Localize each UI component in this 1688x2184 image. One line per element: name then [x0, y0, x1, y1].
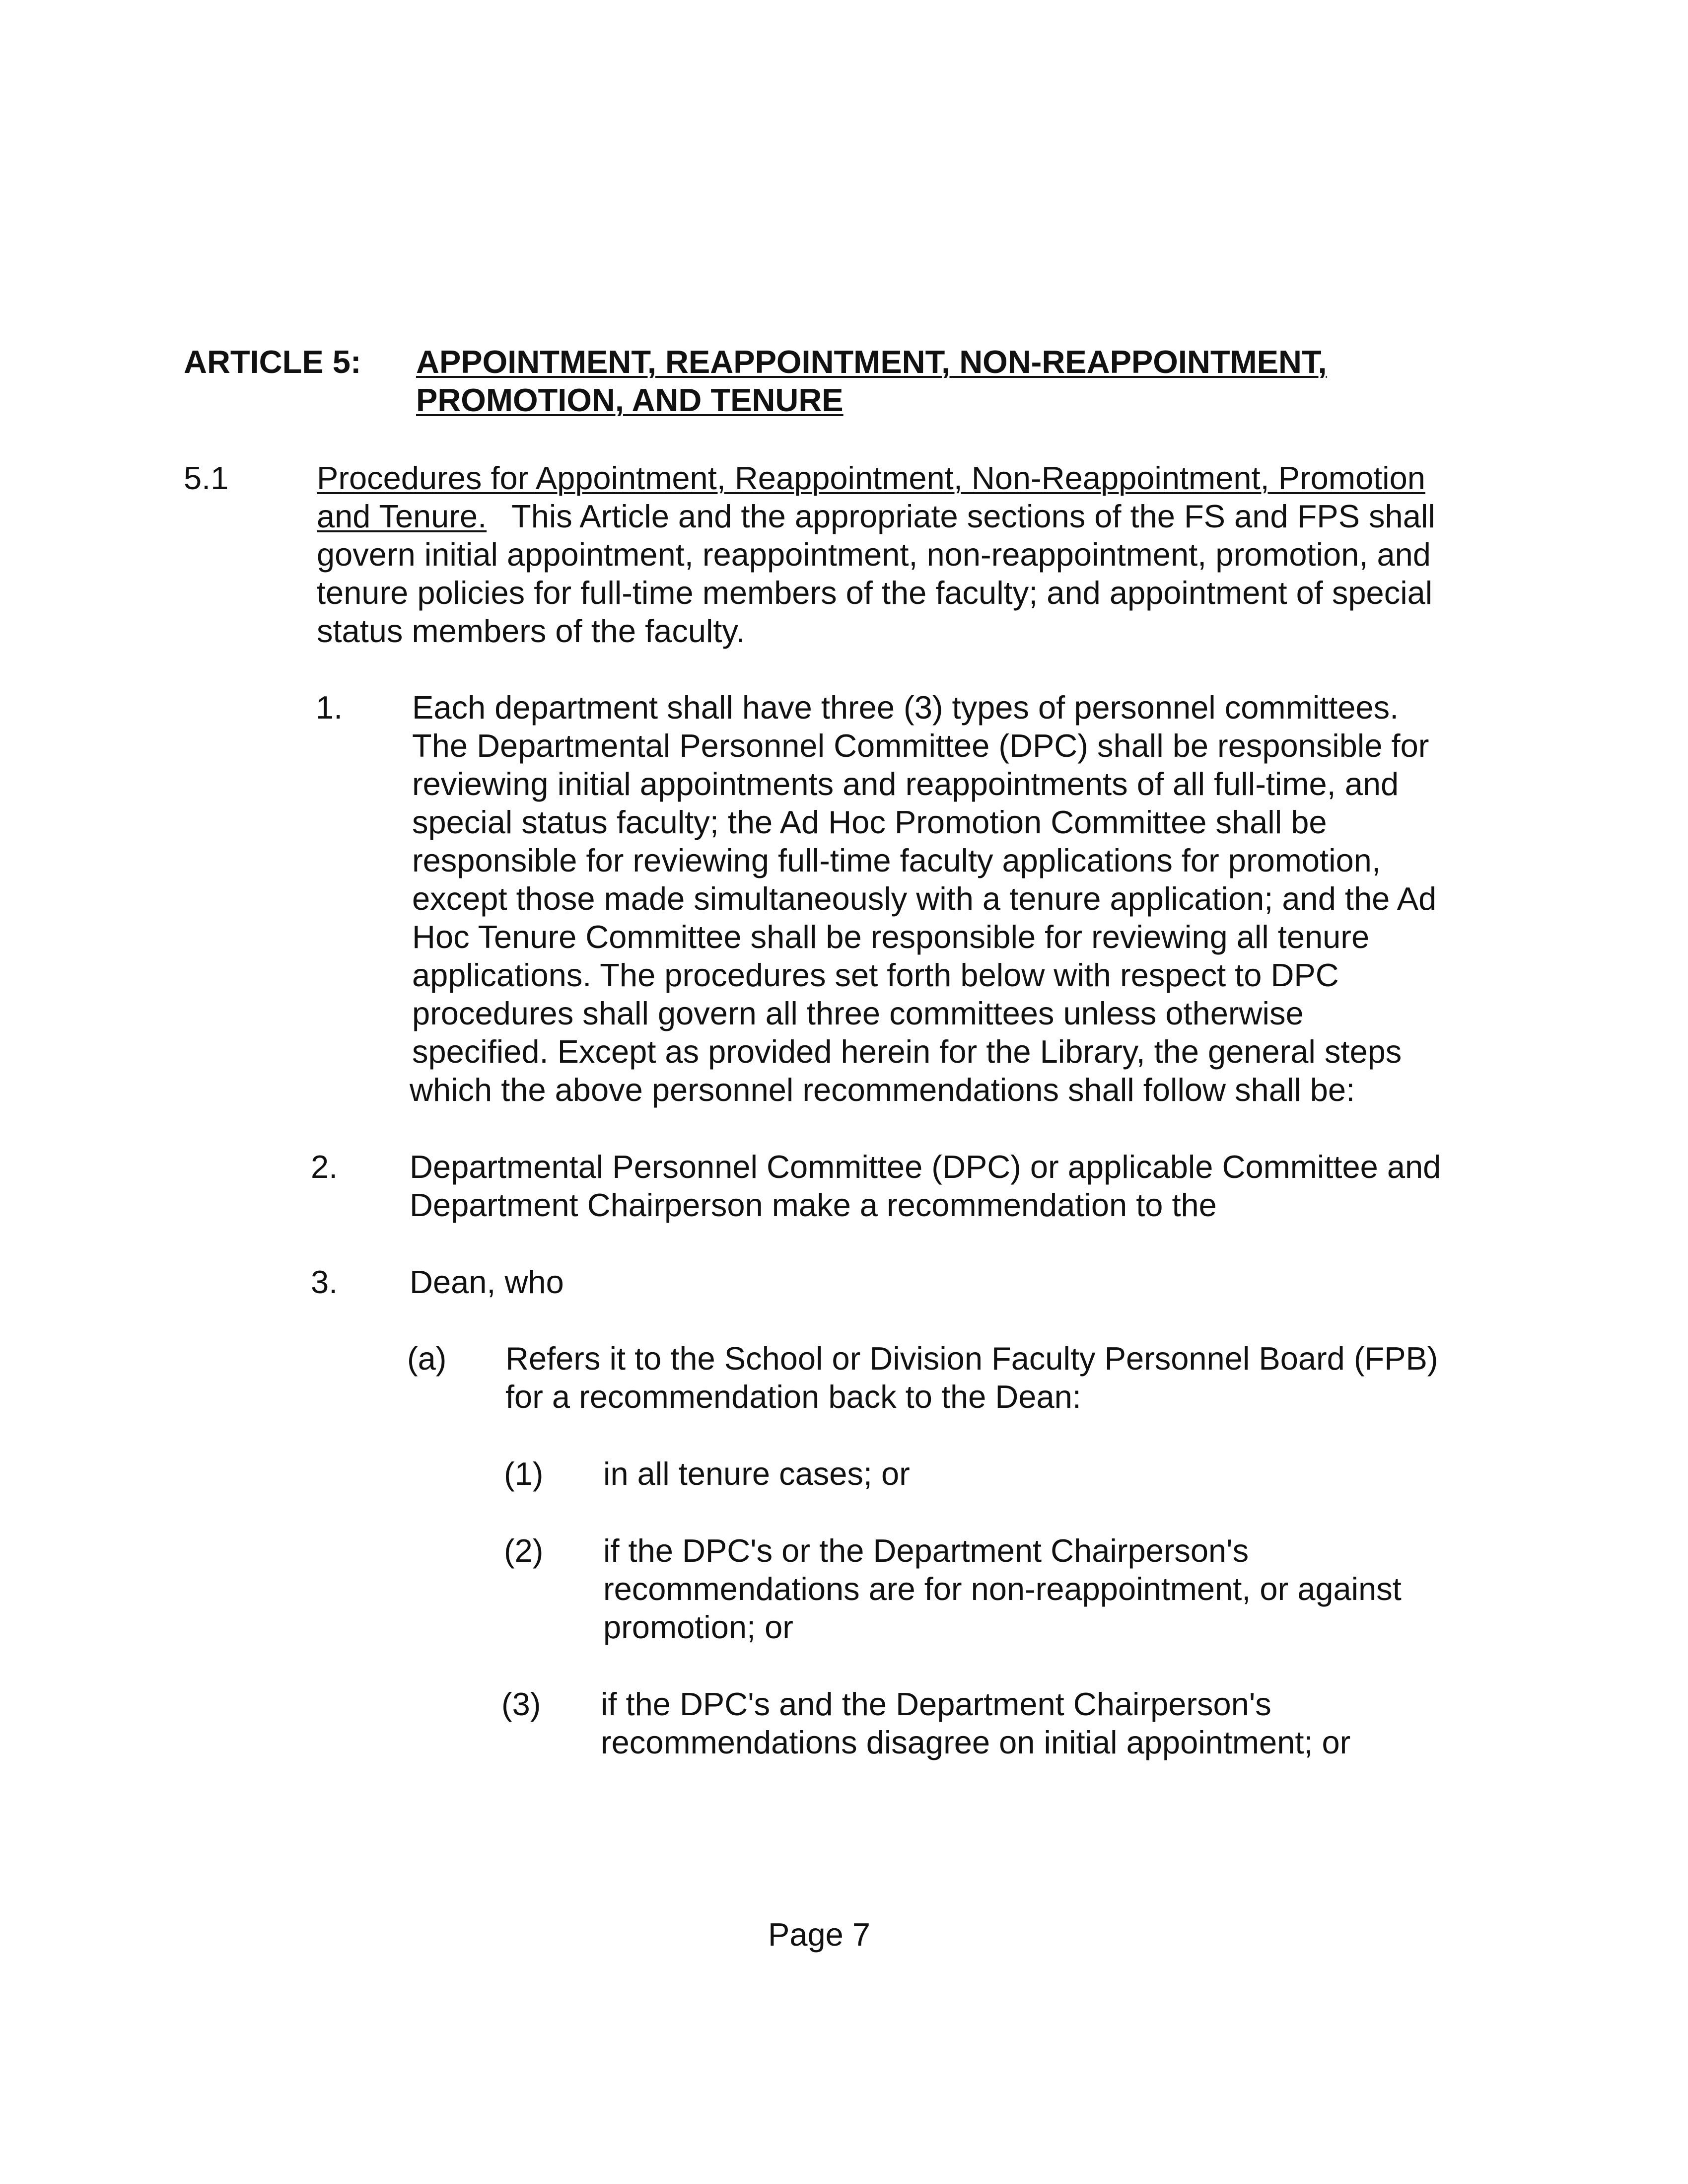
item-1-line: responsible for reviewing full-time faculty applications for promotion,: [412, 842, 1381, 878]
subsubitem-2-line: recommendations are for non-reappointment, or against: [603, 1571, 1402, 1607]
section-heading-line1: Procedures for Appointment, Reappointment, Non-Reappointment, Promotion: [317, 460, 1425, 496]
item-1-line: procedures shall govern all three committees unless otherwise: [412, 995, 1304, 1031]
subsubitem-3-line: if the DPC's and the Department Chairperson's: [601, 1686, 1271, 1722]
item-1-line: except those made simultaneously with a tenure application; and the Ad: [412, 880, 1437, 917]
section-heading-line2: and Tenure.: [317, 498, 487, 534]
subsubitem-2-line: promotion; or: [603, 1609, 793, 1645]
item-1-line: The Departmental Personnel Committee (DPC) shall be responsible for: [412, 728, 1429, 764]
subsubitem-3-line: recommendations disagree on initial appointment; or: [601, 1724, 1351, 1760]
item-1-line: specified. Except as provided herein for the Library, the general steps: [412, 1033, 1402, 1070]
item-1-line: reviewing initial appointments and reappointments of all full-time, and: [412, 766, 1399, 802]
item-1-line: which the above personnel recommendations shall follow shall be:: [410, 1072, 1355, 1108]
subsubitem-1-label: (1): [504, 1456, 544, 1492]
item-3-line: Dean, who: [410, 1264, 564, 1300]
article-title-line1: APPOINTMENT, REAPPOINTMENT, NON-REAPPOINTMENT,: [416, 344, 1327, 380]
subsubitem-1-line: in all tenure cases; or: [603, 1456, 910, 1492]
section-number: 5.1: [184, 460, 229, 496]
section-body-line5: status members of the faculty.: [317, 613, 745, 649]
subitem-a-line: for a recommendation back to the Dean:: [505, 1379, 1081, 1415]
item-3-number: 3.: [311, 1264, 338, 1300]
item-1-line: applications. The procedures set forth below with respect to DPC: [412, 957, 1339, 993]
article-label: ARTICLE 5:: [184, 344, 361, 380]
item-2-line: Department Chairperson make a recommendation to the: [410, 1187, 1217, 1223]
subitem-a-line: Refers it to the School or Division Faculty Personnel Board (FPB): [505, 1340, 1438, 1377]
item-2-number: 2.: [311, 1149, 338, 1185]
subsubitem-2-label: (2): [504, 1532, 544, 1569]
item-1-line: special status faculty; the Ad Hoc Promotion Committee shall be: [412, 804, 1327, 840]
section-body-line2: This Article and the appropriate sections of the FS and FPS shall: [511, 498, 1435, 534]
page-number: Page 7: [768, 1916, 870, 1953]
section-body-line3: govern initial appointment, reappointment, non-reappointment, promotion, and: [317, 536, 1431, 573]
item-1-number: 1.: [316, 689, 343, 726]
article-title-line2: PROMOTION, AND TENURE: [416, 382, 844, 418]
section-body-line4: tenure policies for full-time members of the faculty; and appointment of special: [317, 575, 1433, 611]
subsubitem-3-label: (3): [501, 1686, 541, 1722]
item-1-line: Hoc Tenure Committee shall be responsible for reviewing all tenure: [412, 919, 1370, 955]
item-1-line: Each department shall have three (3) types of personnel committees.: [412, 689, 1399, 726]
subitem-a-label: (a): [407, 1340, 447, 1377]
subsubitem-2-line: if the DPC's or the Department Chairperson's: [603, 1532, 1249, 1569]
item-2-line: Departmental Personnel Committee (DPC) or applicable Committee and: [410, 1149, 1441, 1185]
